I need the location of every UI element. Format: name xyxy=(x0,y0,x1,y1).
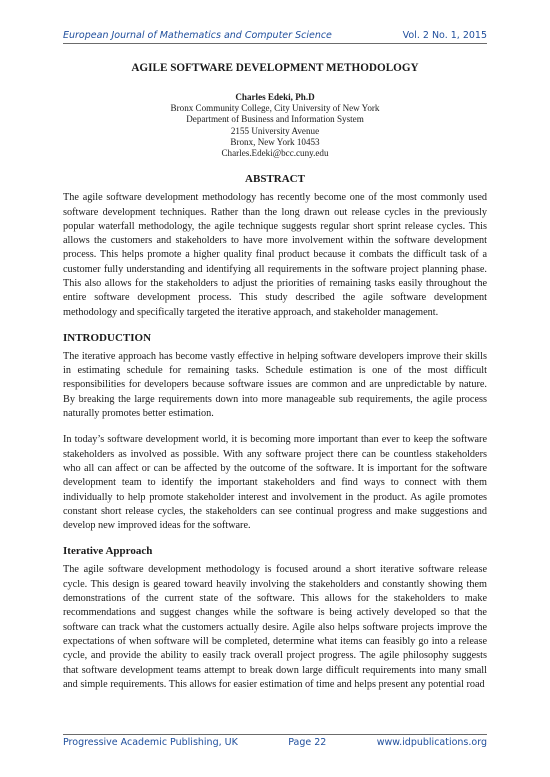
author-address-line1: 2155 University Avenue xyxy=(230,125,320,136)
running-header xyxy=(63,30,487,44)
introduction-paragraph-1: The iterative approach has become vastly effective in helping software developers improve their skills in estimating schedule for remaining tasks. Schedule estimation is one of the most difficult responsibilities for developers because software issues are common and are unpredictable by nature. By breaking the large requirements down into more manageable sub requirements, the agile process naturally promotes better estimation. xyxy=(63,350,487,420)
author-affiliation: Bronx Community College, City University of New York xyxy=(170,103,380,114)
author-address-line2: Bronx, New York 10453 xyxy=(230,136,320,147)
volume-info: Vol. 2 No. 1, 2015 xyxy=(402,30,487,41)
abstract-heading: ABSTRACT xyxy=(245,173,305,186)
paper-body xyxy=(63,62,487,692)
publisher-name: Progressive Academic Publishing, UK xyxy=(63,737,238,748)
paper-title: AGILE SOFTWARE DEVELOPMENT METHODOLOGY xyxy=(131,62,419,74)
iterative-approach-paragraph: The agile software development methodology is focused around a short iterative software release cycle. This design is geared toward heavily involving the stakeholders and constantly showing them demonstrations of the current state of the software. This allows for the stakeholders to make recommendations and suggest changes while the software is being actively developed so that the software can track what the customers actually desire. Agile also helps software projects improve the expectations of when software will be completed, determine what items can feasibly go into a release cycle, and provide the ability to easily track overall project progress. The agile philosophy suggests that software development teams attempt to break down large difficult requirements into many small and simple requirements. This allows for easier estimation of time and helps present any potential road xyxy=(63,564,487,690)
introduction-paragraph-2: In today’s software development world, it is becoming more important than ever to keep the software stakeholders as involved as possible. With any software project there can be countless stakeholders who all can affect or can be affected by the outcome of the software. It is important for the software development team to identify the important stakeholders and find ways to connect with them individually to help promote stakeholder interest and involvement in the product. As agile promotes constant short release cycles, the stakeholders can see continual progress and make suggestions and develop new improved ideas for the software. xyxy=(63,434,487,532)
page-number: Page 22 xyxy=(288,737,327,748)
journal-name: European Journal of Mathematics and Computer Science xyxy=(63,30,332,41)
publisher-website: www.idpublications.org xyxy=(376,737,487,748)
running-footer xyxy=(63,734,487,748)
abstract-text: The agile software development methodology has recently become one of the most commonly used software development techniques. Rather than the long drawn out release cycles in the previously popular waterfall methodology, the agile technique suggests regular short sprint release cycles. This allows the customers and stakeholders to have more involvement within the software development process. This helps promote a higher quality final product because it combats the difficult task of a customer fully understanding and identifying all requirements in the software project planning phase. This also allows for the stakeholders to adjust the priorities of remaining tasks easily throughout the entire software development process. This study described the agile software development methodology and specifically targeted the iterative approach, and stakeholder management. xyxy=(63,192,487,318)
introduction-heading: INTRODUCTION xyxy=(63,331,152,344)
author-email: Charles.Edeki@bcc.cuny.edu xyxy=(221,148,329,159)
iterative-approach-heading: Iterative Approach xyxy=(63,545,153,558)
author-block xyxy=(63,92,487,159)
author-name: Charles Edeki, Ph.D xyxy=(235,92,315,102)
author-department: Department of Business and Information System xyxy=(186,114,364,125)
